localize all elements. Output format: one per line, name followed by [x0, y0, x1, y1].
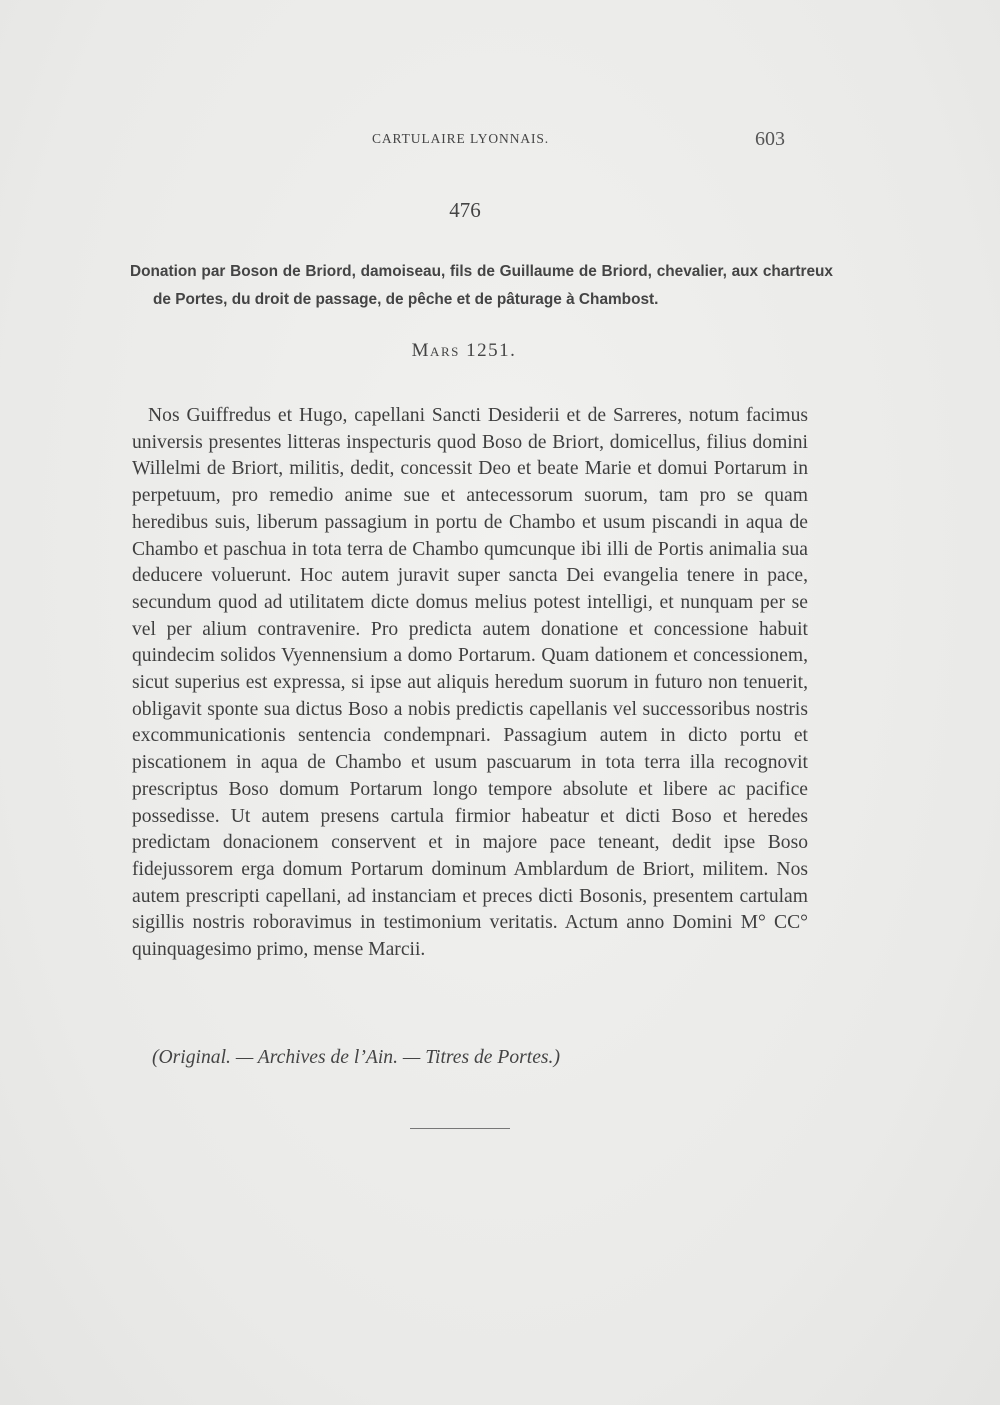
charter-text: Nos Guiffredus et Hugo, capellani Sancti Desiderii et de Sarreres, notum facimus universis presentes litteras inspecturis quod Boso de Briort, domicellus, filius domini Willelmi de Briort, militis, dedit, concessit Deo et beate Marie et domui Portarum in perpetuum, pro remedio anime sue et antecessorum suorum, tam pro se quam heredibus suis, liberum passagium in portu de Chambo et usum piscandi in aqua de Chambo et paschua in tota terra de Chambo qumcunque ibi illi de Portis animalia sua deducere voluerunt. Hoc autem juravit super sancta Dei evangelia tenere in pace, secundum quod ad utilitatem dicte domus melius potest intelligi, et nunquam per se vel per alium contravenire. Pro predicta autem donatione et concessione habuit quindecim solidos Vyennensium a domo Portarum. Quam dationem et concessionem, sicut superius est expressa, si ipse aut aliquis heredum suorum in futuro non tenuerit, obligavit sponte sua dictus Boso a nobis predictis capellanis vel successoribus nostris excommunicationis sentencia condempnari. Passagium autem in dicto portu et piscationem in aqua de Chambo et usum pascuarum in tota terra illa recognovit prescriptus Boso domum Portarum longo tempore absolute et libere ac pacifice possedisse. Ut autem presens cartula firmior habeatur et dicti Boso et heredes predictam donacionem conservent et in majore pace teneant, dedit ipse Boso fidejussorem erga domum Portarum dominum Amblardum de Briort, militem. Nos autem prescripti capellani, ad instanciam et preces dicti Bosonis, presentem cartulam sigillis nostris roboravimus in testimonium veritatis. Actum anno Domini M° CC° quinquagesimo primo, mense Marcii. [132, 405, 808, 961]
running-head [0, 128, 1000, 152]
charter-summary: Donation par Boson de Briord, damoiseau, fils de Guillaume de Briord, chevalier, aux chartreux de Portes, du droit de passage, de pêche et de pâturage à Chambost. [130, 263, 833, 308]
charter-number: 476 [449, 198, 481, 222]
page-number: 603 [755, 128, 785, 150]
charter-date: Mars 1251. [411, 340, 517, 361]
closing-rule [410, 1128, 510, 1129]
running-title: CARTULAIRE LYONNAIS. [372, 131, 550, 146]
source-note: (Original. — Archives de l’Ain. — Titres de Portes.) [152, 1047, 560, 1068]
